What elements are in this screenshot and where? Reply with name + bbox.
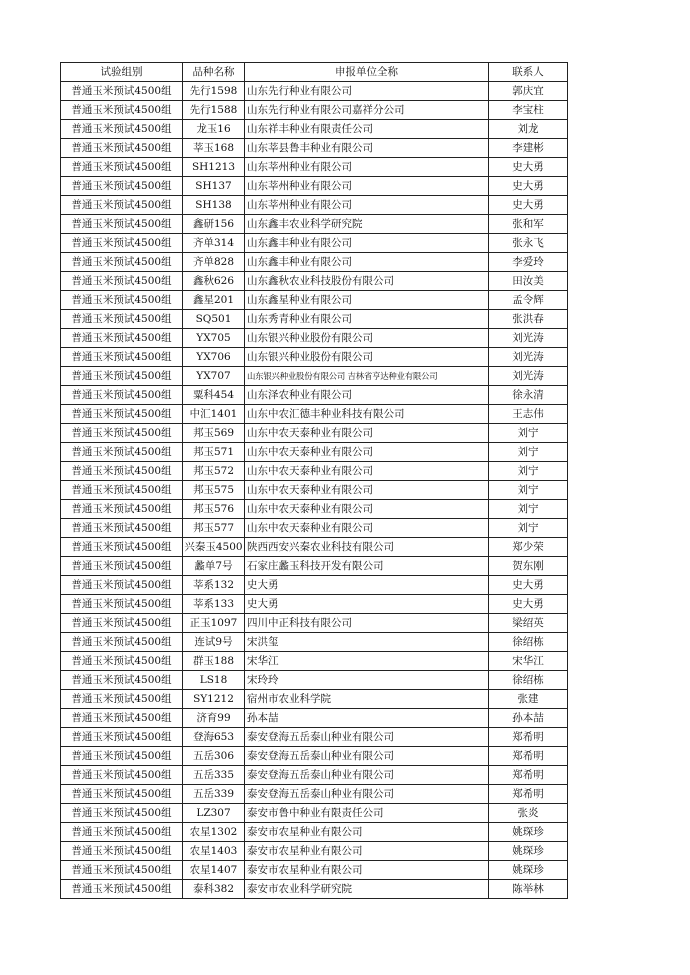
- applicant-unit-cell: 泰安市农星种业有限公司: [245, 861, 489, 880]
- contact-cell: 孙本喆: [489, 709, 568, 728]
- trial-group-cell: 普通玉米预试4500组: [61, 538, 183, 557]
- table-row: [61, 861, 568, 880]
- trial-group-cell: 普通玉米预试4500组: [61, 861, 183, 880]
- variety-name-cell: SY1212: [183, 690, 245, 709]
- contact-cell: 李爱玲: [489, 253, 568, 272]
- trial-group-cell: 普通玉米预试4500组: [61, 443, 183, 462]
- table-row: [61, 709, 568, 728]
- contact-cell: 姚琛珍: [489, 861, 568, 880]
- contact-cell: 张建: [489, 690, 568, 709]
- contact-cell: 张和军: [489, 215, 568, 234]
- table-row: [61, 139, 568, 158]
- contact-cell: 徐永清: [489, 386, 568, 405]
- trial-group-cell: 普通玉米预试4500组: [61, 481, 183, 500]
- variety-name-cell: 中汇1401: [183, 405, 245, 424]
- variety-name-cell: 群玉188: [183, 652, 245, 671]
- table-row: [61, 671, 568, 690]
- trial-group-cell: 普通玉米预试4500组: [61, 766, 183, 785]
- table-row: [61, 576, 568, 595]
- trial-group-cell: 普通玉米预试4500组: [61, 595, 183, 614]
- variety-name-cell: 鑫秋626: [183, 272, 245, 291]
- table-row: [61, 348, 568, 367]
- header-contact: 联系人: [489, 63, 568, 82]
- contact-cell: 王志伟: [489, 405, 568, 424]
- table-row: [61, 633, 568, 652]
- trial-group-cell: 普通玉米预试4500组: [61, 329, 183, 348]
- variety-name-cell: 邦玉577: [183, 519, 245, 538]
- trial-group-cell: 普通玉米预试4500组: [61, 234, 183, 253]
- table-row: [61, 215, 568, 234]
- trial-group-cell: 普通玉米预试4500组: [61, 367, 183, 386]
- contact-cell: 刘光涛: [489, 348, 568, 367]
- applicant-unit-cell: 泰安登海五岳泰山种业有限公司: [245, 747, 489, 766]
- applicant-unit-cell: 史大勇: [245, 595, 489, 614]
- variety-name-cell: 蠡单7号: [183, 557, 245, 576]
- applicant-unit-cell: 山东中农天泰种业有限公司: [245, 519, 489, 538]
- applicant-unit-cell: 山东鑫星种业有限公司: [245, 291, 489, 310]
- variety-name-cell: 鑫研156: [183, 215, 245, 234]
- variety-name-cell: 粟科454: [183, 386, 245, 405]
- trial-group-cell: 普通玉米预试4500组: [61, 842, 183, 861]
- table-row: [61, 405, 568, 424]
- contact-cell: 史大勇: [489, 196, 568, 215]
- table-row: [61, 804, 568, 823]
- variety-name-cell: SH1213: [183, 158, 245, 177]
- variety-name-cell: 齐单828: [183, 253, 245, 272]
- table-row: [61, 234, 568, 253]
- table-body: [61, 82, 568, 899]
- table-row: [61, 880, 568, 899]
- variety-name-cell: 济育99: [183, 709, 245, 728]
- variety-name-cell: SQ501: [183, 310, 245, 329]
- trial-group-cell: 普通玉米预试4500组: [61, 690, 183, 709]
- table-row: [61, 196, 568, 215]
- trial-group-cell: 普通玉米预试4500组: [61, 348, 183, 367]
- contact-cell: 史大勇: [489, 576, 568, 595]
- trial-group-cell: 普通玉米预试4500组: [61, 139, 183, 158]
- trial-group-cell: 普通玉米预试4500组: [61, 576, 183, 595]
- trial-group-cell: 普通玉米预试4500组: [61, 405, 183, 424]
- contact-cell: 史大勇: [489, 595, 568, 614]
- applicant-unit-cell: 山东银兴种业股份有限公司 吉林省亨达种业有限公司: [245, 367, 489, 386]
- applicant-unit-cell: 陕西西安兴秦农业科技有限公司: [245, 538, 489, 557]
- trial-group-cell: 普通玉米预试4500组: [61, 671, 183, 690]
- table-row: [61, 291, 568, 310]
- variety-name-cell: 邦玉575: [183, 481, 245, 500]
- trial-group-cell: 普通玉米预试4500组: [61, 310, 183, 329]
- table-row: [61, 386, 568, 405]
- variety-name-cell: 连试9号: [183, 633, 245, 652]
- applicant-unit-cell: 山东先行种业有限公司嘉祥分公司: [245, 101, 489, 120]
- contact-cell: 郑少荣: [489, 538, 568, 557]
- applicant-unit-cell: 宋洪玺: [245, 633, 489, 652]
- contact-cell: 刘宁: [489, 462, 568, 481]
- table-row: [61, 82, 568, 101]
- contact-cell: 田汝美: [489, 272, 568, 291]
- variety-name-cell: 龙玉16: [183, 120, 245, 139]
- contact-cell: 刘光涛: [489, 367, 568, 386]
- applicant-unit-cell: 山东中农天泰种业有限公司: [245, 500, 489, 519]
- contact-cell: 刘龙: [489, 120, 568, 139]
- contact-cell: 张炎: [489, 804, 568, 823]
- contact-cell: 史大勇: [489, 177, 568, 196]
- applicant-unit-cell: 泰安市农业科学研究院: [245, 880, 489, 899]
- table-row: [61, 443, 568, 462]
- variety-name-cell: 农星1302: [183, 823, 245, 842]
- applicant-unit-cell: 山东中农天泰种业有限公司: [245, 481, 489, 500]
- variety-registration-table: [60, 62, 568, 899]
- variety-name-cell: YX705: [183, 329, 245, 348]
- applicant-unit-cell: 山东鑫丰种业有限公司: [245, 234, 489, 253]
- applicant-unit-cell: 泰安市农星种业有限公司: [245, 842, 489, 861]
- trial-group-cell: 普通玉米预试4500组: [61, 424, 183, 443]
- applicant-unit-cell: 山东鑫丰农业科学研究院: [245, 215, 489, 234]
- header-variety-name: 品种名称: [183, 63, 245, 82]
- applicant-unit-cell: 史大勇: [245, 576, 489, 595]
- table-row: [61, 462, 568, 481]
- table-row: [61, 690, 568, 709]
- applicant-unit-cell: 宋华江: [245, 652, 489, 671]
- contact-cell: 张洪春: [489, 310, 568, 329]
- table-row: [61, 120, 568, 139]
- trial-group-cell: 普通玉米预试4500组: [61, 177, 183, 196]
- variety-name-cell: 邦玉576: [183, 500, 245, 519]
- trial-group-cell: 普通玉米预试4500组: [61, 614, 183, 633]
- applicant-unit-cell: 山东莘州种业有限公司: [245, 196, 489, 215]
- variety-name-cell: 五岳306: [183, 747, 245, 766]
- applicant-unit-cell: 山东鑫秋农业科技股份有限公司: [245, 272, 489, 291]
- variety-name-cell: 莘系133: [183, 595, 245, 614]
- variety-name-cell: 农星1403: [183, 842, 245, 861]
- applicant-unit-cell: 山东鑫丰种业有限公司: [245, 253, 489, 272]
- variety-name-cell: 兴秦玉4500: [183, 538, 245, 557]
- table-row: [61, 424, 568, 443]
- applicant-unit-cell: 山东先行种业有限公司: [245, 82, 489, 101]
- applicant-unit-cell: 四川中正科技有限公司: [245, 614, 489, 633]
- contact-cell: 徐绍栋: [489, 633, 568, 652]
- trial-group-cell: 普通玉米预试4500组: [61, 633, 183, 652]
- trial-group-cell: 普通玉米预试4500组: [61, 158, 183, 177]
- header-applicant-unit: 申报单位全称: [245, 63, 489, 82]
- applicant-unit-cell: 宿州市农业科学院: [245, 690, 489, 709]
- applicant-unit-cell: 山东秀青种业有限公司: [245, 310, 489, 329]
- table-row: [61, 747, 568, 766]
- variety-name-cell: 邦玉569: [183, 424, 245, 443]
- trial-group-cell: 普通玉米预试4500组: [61, 823, 183, 842]
- variety-name-cell: 邦玉571: [183, 443, 245, 462]
- trial-group-cell: 普通玉米预试4500组: [61, 196, 183, 215]
- applicant-unit-cell: 泰安登海五岳泰山种业有限公司: [245, 728, 489, 747]
- contact-cell: 郑希明: [489, 785, 568, 804]
- table-row: [61, 177, 568, 196]
- contact-cell: 徐绍栋: [489, 671, 568, 690]
- variety-name-cell: SH137: [183, 177, 245, 196]
- table-row: [61, 500, 568, 519]
- trial-group-cell: 普通玉米预试4500组: [61, 728, 183, 747]
- contact-cell: 刘宁: [489, 519, 568, 538]
- contact-cell: 孟令辉: [489, 291, 568, 310]
- table-row: [61, 481, 568, 500]
- trial-group-cell: 普通玉米预试4500组: [61, 500, 183, 519]
- variety-name-cell: 五岳335: [183, 766, 245, 785]
- applicant-unit-cell: 山东银兴种业股份有限公司: [245, 348, 489, 367]
- applicant-unit-cell: 山东祥丰种业有限责任公司: [245, 120, 489, 139]
- applicant-unit-cell: 山东中农汇德丰种业科技有限公司: [245, 405, 489, 424]
- trial-group-cell: 普通玉米预试4500组: [61, 386, 183, 405]
- applicant-unit-cell: 泰安登海五岳泰山种业有限公司: [245, 785, 489, 804]
- table-row: [61, 652, 568, 671]
- variety-name-cell: LZ307: [183, 804, 245, 823]
- trial-group-cell: 普通玉米预试4500组: [61, 519, 183, 538]
- trial-group-cell: 普通玉米预试4500组: [61, 291, 183, 310]
- table-row: [61, 310, 568, 329]
- contact-cell: 郑希明: [489, 747, 568, 766]
- contact-cell: 史大勇: [489, 158, 568, 177]
- variety-name-cell: 邦玉572: [183, 462, 245, 481]
- applicant-unit-cell: 泰安市鲁中种业有限责任公司: [245, 804, 489, 823]
- contact-cell: 刘宁: [489, 424, 568, 443]
- contact-cell: 李建彬: [489, 139, 568, 158]
- header-trial-group: 试验组别: [61, 63, 183, 82]
- variety-name-cell: 鑫星201: [183, 291, 245, 310]
- variety-name-cell: 农星1407: [183, 861, 245, 880]
- applicant-unit-cell: 石家庄蠡玉科技开发有限公司: [245, 557, 489, 576]
- table-row: [61, 728, 568, 747]
- variety-name-cell: 莘系132: [183, 576, 245, 595]
- applicant-unit-cell: 山东银兴种业股份有限公司: [245, 329, 489, 348]
- contact-cell: 张永飞: [489, 234, 568, 253]
- contact-cell: 姚琛珍: [489, 842, 568, 861]
- variety-name-cell: YX707: [183, 367, 245, 386]
- table-row: [61, 253, 568, 272]
- applicant-unit-cell: 山东中农天泰种业有限公司: [245, 462, 489, 481]
- contact-cell: 刘光涛: [489, 329, 568, 348]
- trial-group-cell: 普通玉米预试4500组: [61, 880, 183, 899]
- table-row: [61, 785, 568, 804]
- table-row: [61, 272, 568, 291]
- variety-name-cell: 莘玉168: [183, 139, 245, 158]
- variety-name-cell: 泰科382: [183, 880, 245, 899]
- contact-cell: 刘宁: [489, 500, 568, 519]
- trial-group-cell: 普通玉米预试4500组: [61, 253, 183, 272]
- contact-cell: 梁绍英: [489, 614, 568, 633]
- table-row: [61, 842, 568, 861]
- trial-group-cell: 普通玉米预试4500组: [61, 652, 183, 671]
- applicant-unit-cell: 山东中农天泰种业有限公司: [245, 424, 489, 443]
- trial-group-cell: 普通玉米预试4500组: [61, 557, 183, 576]
- variety-name-cell: 先行1598: [183, 82, 245, 101]
- contact-cell: 贺东刚: [489, 557, 568, 576]
- contact-cell: 郑希明: [489, 728, 568, 747]
- variety-name-cell: 齐单314: [183, 234, 245, 253]
- variety-name-cell: YX706: [183, 348, 245, 367]
- trial-group-cell: 普通玉米预试4500组: [61, 462, 183, 481]
- applicant-unit-cell: 泰安登海五岳泰山种业有限公司: [245, 766, 489, 785]
- trial-group-cell: 普通玉米预试4500组: [61, 709, 183, 728]
- trial-group-cell: 普通玉米预试4500组: [61, 804, 183, 823]
- variety-name-cell: 正玉1097: [183, 614, 245, 633]
- applicant-unit-cell: 宋玲玲: [245, 671, 489, 690]
- table-row: [61, 519, 568, 538]
- trial-group-cell: 普通玉米预试4500组: [61, 215, 183, 234]
- trial-group-cell: 普通玉米预试4500组: [61, 82, 183, 101]
- variety-name-cell: 五岳339: [183, 785, 245, 804]
- contact-cell: 姚琛珍: [489, 823, 568, 842]
- table-row: [61, 614, 568, 633]
- trial-group-cell: 普通玉米预试4500组: [61, 272, 183, 291]
- table-row: [61, 101, 568, 120]
- contact-cell: 郭庆宜: [489, 82, 568, 101]
- trial-group-cell: 普通玉米预试4500组: [61, 101, 183, 120]
- applicant-unit-cell: 山东莘州种业有限公司: [245, 158, 489, 177]
- variety-name-cell: SH138: [183, 196, 245, 215]
- applicant-unit-cell: 泰安市农星种业有限公司: [245, 823, 489, 842]
- contact-cell: 宋华江: [489, 652, 568, 671]
- table-row: [61, 557, 568, 576]
- table-row: [61, 766, 568, 785]
- table-row: [61, 158, 568, 177]
- trial-group-cell: 普通玉米预试4500组: [61, 785, 183, 804]
- table-row: [61, 367, 568, 386]
- variety-name-cell: LS18: [183, 671, 245, 690]
- variety-name-cell: 登海653: [183, 728, 245, 747]
- trial-group-cell: 普通玉米预试4500组: [61, 747, 183, 766]
- applicant-unit-cell: 山东莘州种业有限公司: [245, 177, 489, 196]
- table-row: [61, 329, 568, 348]
- header-row: [61, 63, 568, 82]
- contact-cell: 李宝柱: [489, 101, 568, 120]
- contact-cell: 刘宁: [489, 481, 568, 500]
- variety-name-cell: 先行1588: [183, 101, 245, 120]
- table-row: [61, 823, 568, 842]
- contact-cell: 陈举林: [489, 880, 568, 899]
- table-row: [61, 538, 568, 557]
- applicant-unit-cell: 孙本喆: [245, 709, 489, 728]
- table-row: [61, 595, 568, 614]
- contact-cell: 郑希明: [489, 766, 568, 785]
- applicant-unit-cell: 山东泽农种业有限公司: [245, 386, 489, 405]
- contact-cell: 刘宁: [489, 443, 568, 462]
- applicant-unit-cell: 山东莘县鲁丰种业有限公司: [245, 139, 489, 158]
- applicant-unit-cell: 山东中农天泰种业有限公司: [245, 443, 489, 462]
- trial-group-cell: 普通玉米预试4500组: [61, 120, 183, 139]
